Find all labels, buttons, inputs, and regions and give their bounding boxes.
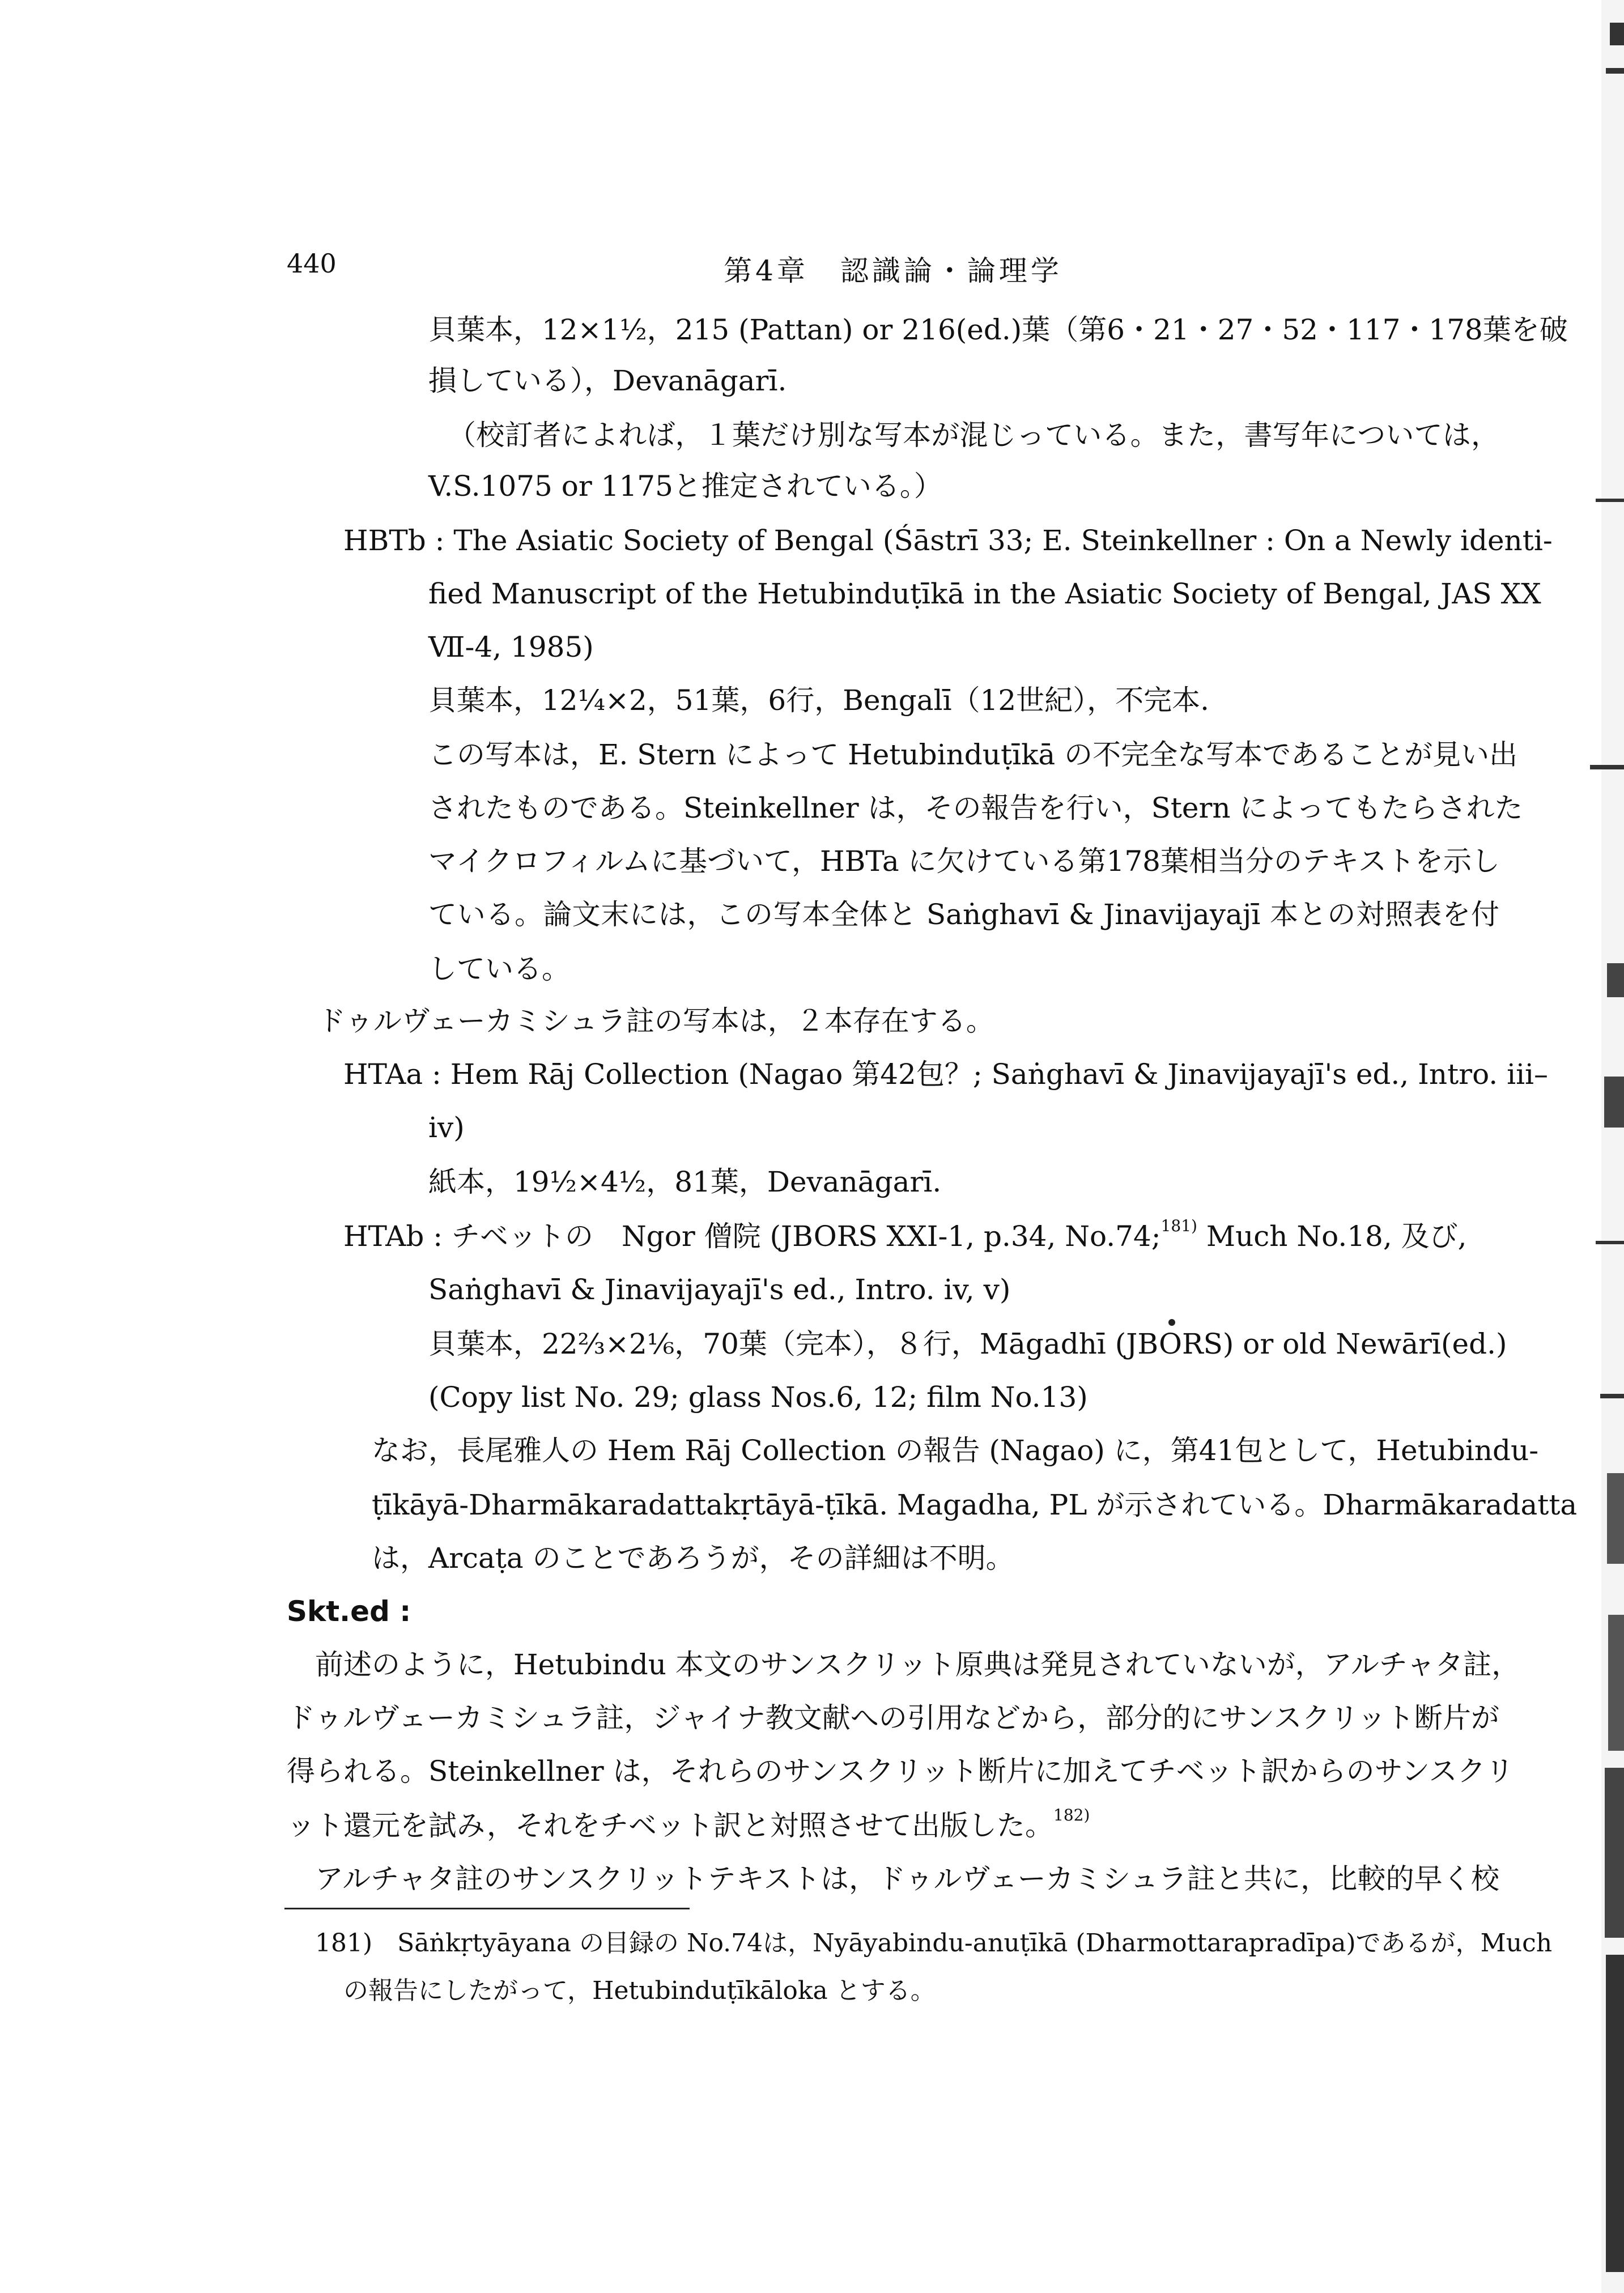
paragraph-line [287,1806,1090,1843]
section-heading: Skt.ed : [287,1595,411,1628]
paragraph-line: アルチャタ註のサンスクリットテキストは，ドゥルヴェーカミシュラ註と共に，比較的早く校 [315,1862,1499,1895]
text-span: HTAb : チベットの Ngor 僧院 (JBORS XXⅠ-1, p.34, No.74; [343,1220,1161,1253]
body-line: (Copy list No. 29; glass Nos.6, 12; film No.13) [428,1381,1088,1414]
text-span: Much No.18, 及び, [1197,1220,1467,1253]
body-line: ドゥルヴェーカミシュラ註の写本は，２本存在する。 [317,1005,994,1037]
body-line: fied Manuscript of the Hetubinduṭīkā in the Asiatic Society of Bengal, JAS XX [428,577,1541,610]
paragraph-line: 得られる。Steinkellner は，それらのサンスクリット断片に加えてチベット訳からのサンスクリ [287,1755,1514,1788]
page-number: 440 [287,248,337,279]
body-line: されたものである。Steinkellner は，その報告を行い，Stern によってもたらされた [428,792,1523,824]
body-line: HBTb : The Asiatic Society of Bengal (Śāstrī 33; E. Steinkellner : On a Newly identi- [343,524,1553,557]
footnote-rule [284,1908,690,1909]
body-line: ṭīkāyā-Dharmākaradattakṛtāyā-ṭīkā. Magadha, PL が示されている。Dharmākaradatta [372,1488,1578,1521]
footnote-line: の報告にしたがって，Hetubinduṭīkāloka とする。 [343,1976,936,2005]
body-line: Saṅghavī & Jinavijayajī's ed., Intro. iv, v) [428,1273,1011,1306]
body-line: なお，長尾雅人の Hem Rāj Collection の報告 (Nagao) に，第41包として，Hetubindu- [372,1434,1539,1467]
ink-speck [1168,1319,1175,1326]
body-line: ている。論文末には，この写本全体と Saṅghavī & Jinavijayajī 本との対照表を付 [428,898,1499,931]
body-line [343,1216,1467,1253]
text-span: ット還元を試み，それをチベット訳と対照させて出版した。 [287,1809,1053,1842]
paragraph-line: ドゥルヴェーカミシュラ註，ジャイナ教文献への引用などから，部分的にサンスクリット断片が [287,1701,1499,1734]
body-line: 貝葉本，12×1½，215 (Pattan) or 216(ed.)葉（第6・21・27・52・117・178葉を破 [428,313,1568,346]
body-line: は，Arcaṭa のことであろうが，その詳細は不明。 [372,1542,1014,1575]
footnote-ref: 181) [1160,1216,1197,1235]
body-line: Ⅶ-4, 1985) [428,631,594,663]
body-line: 紙本，19½×4½，81葉，Devanāgarī. [428,1165,942,1198]
body-line: HTAa : Hem Rāj Collection (Nagao 第42包？; Saṅghavī & Jinavijayajī's ed., Intro. iii– [343,1058,1549,1091]
body-line: （校訂者によれば，１葉だけ別な写本が混じっている。また，書写年については， [448,419,1499,452]
body-line: iv) [428,1111,465,1144]
body-line: 損している），Devanāgarī. [428,364,787,397]
body-line: この写本は，E. Stern によって Hetubinduṭīkā の不完全な写本であることが見い出 [428,738,1518,771]
body-line: している。 [428,952,570,985]
footnote-line: 181) Sāṅkṛtyāyana の目録の No.74は，Nyāyabindu-anuṭīkā (Dharmottarapradīpa)であるが，Much [315,1929,1553,1958]
body-line: マイクロフィルムに基づいて，HBTa に欠けている第178葉相当分のテキストを示し [428,845,1500,878]
running-head: 第4章 認識論・論理学 [724,254,1062,287]
body-line: 貝葉本，12¼×2，51葉，6行，Bengalī（12世紀），不完本. [428,684,1210,717]
paragraph-line: 前述のように，Hetubindu 本文のサンスクリット原典は発見されていないが，アルチャタ註， [315,1648,1520,1681]
body-line: V.S.1075 or 1175と推定されている。） [428,470,942,503]
scan-edge-marks [1556,0,1624,2293]
page-header [287,248,1499,287]
footnote-ref: 182) [1053,1806,1090,1824]
body-line: 貝葉本，22⅔×2⅙，70葉（完本），８行，Māgadhī (JBORS) or old Newārī(ed.) [428,1328,1507,1360]
